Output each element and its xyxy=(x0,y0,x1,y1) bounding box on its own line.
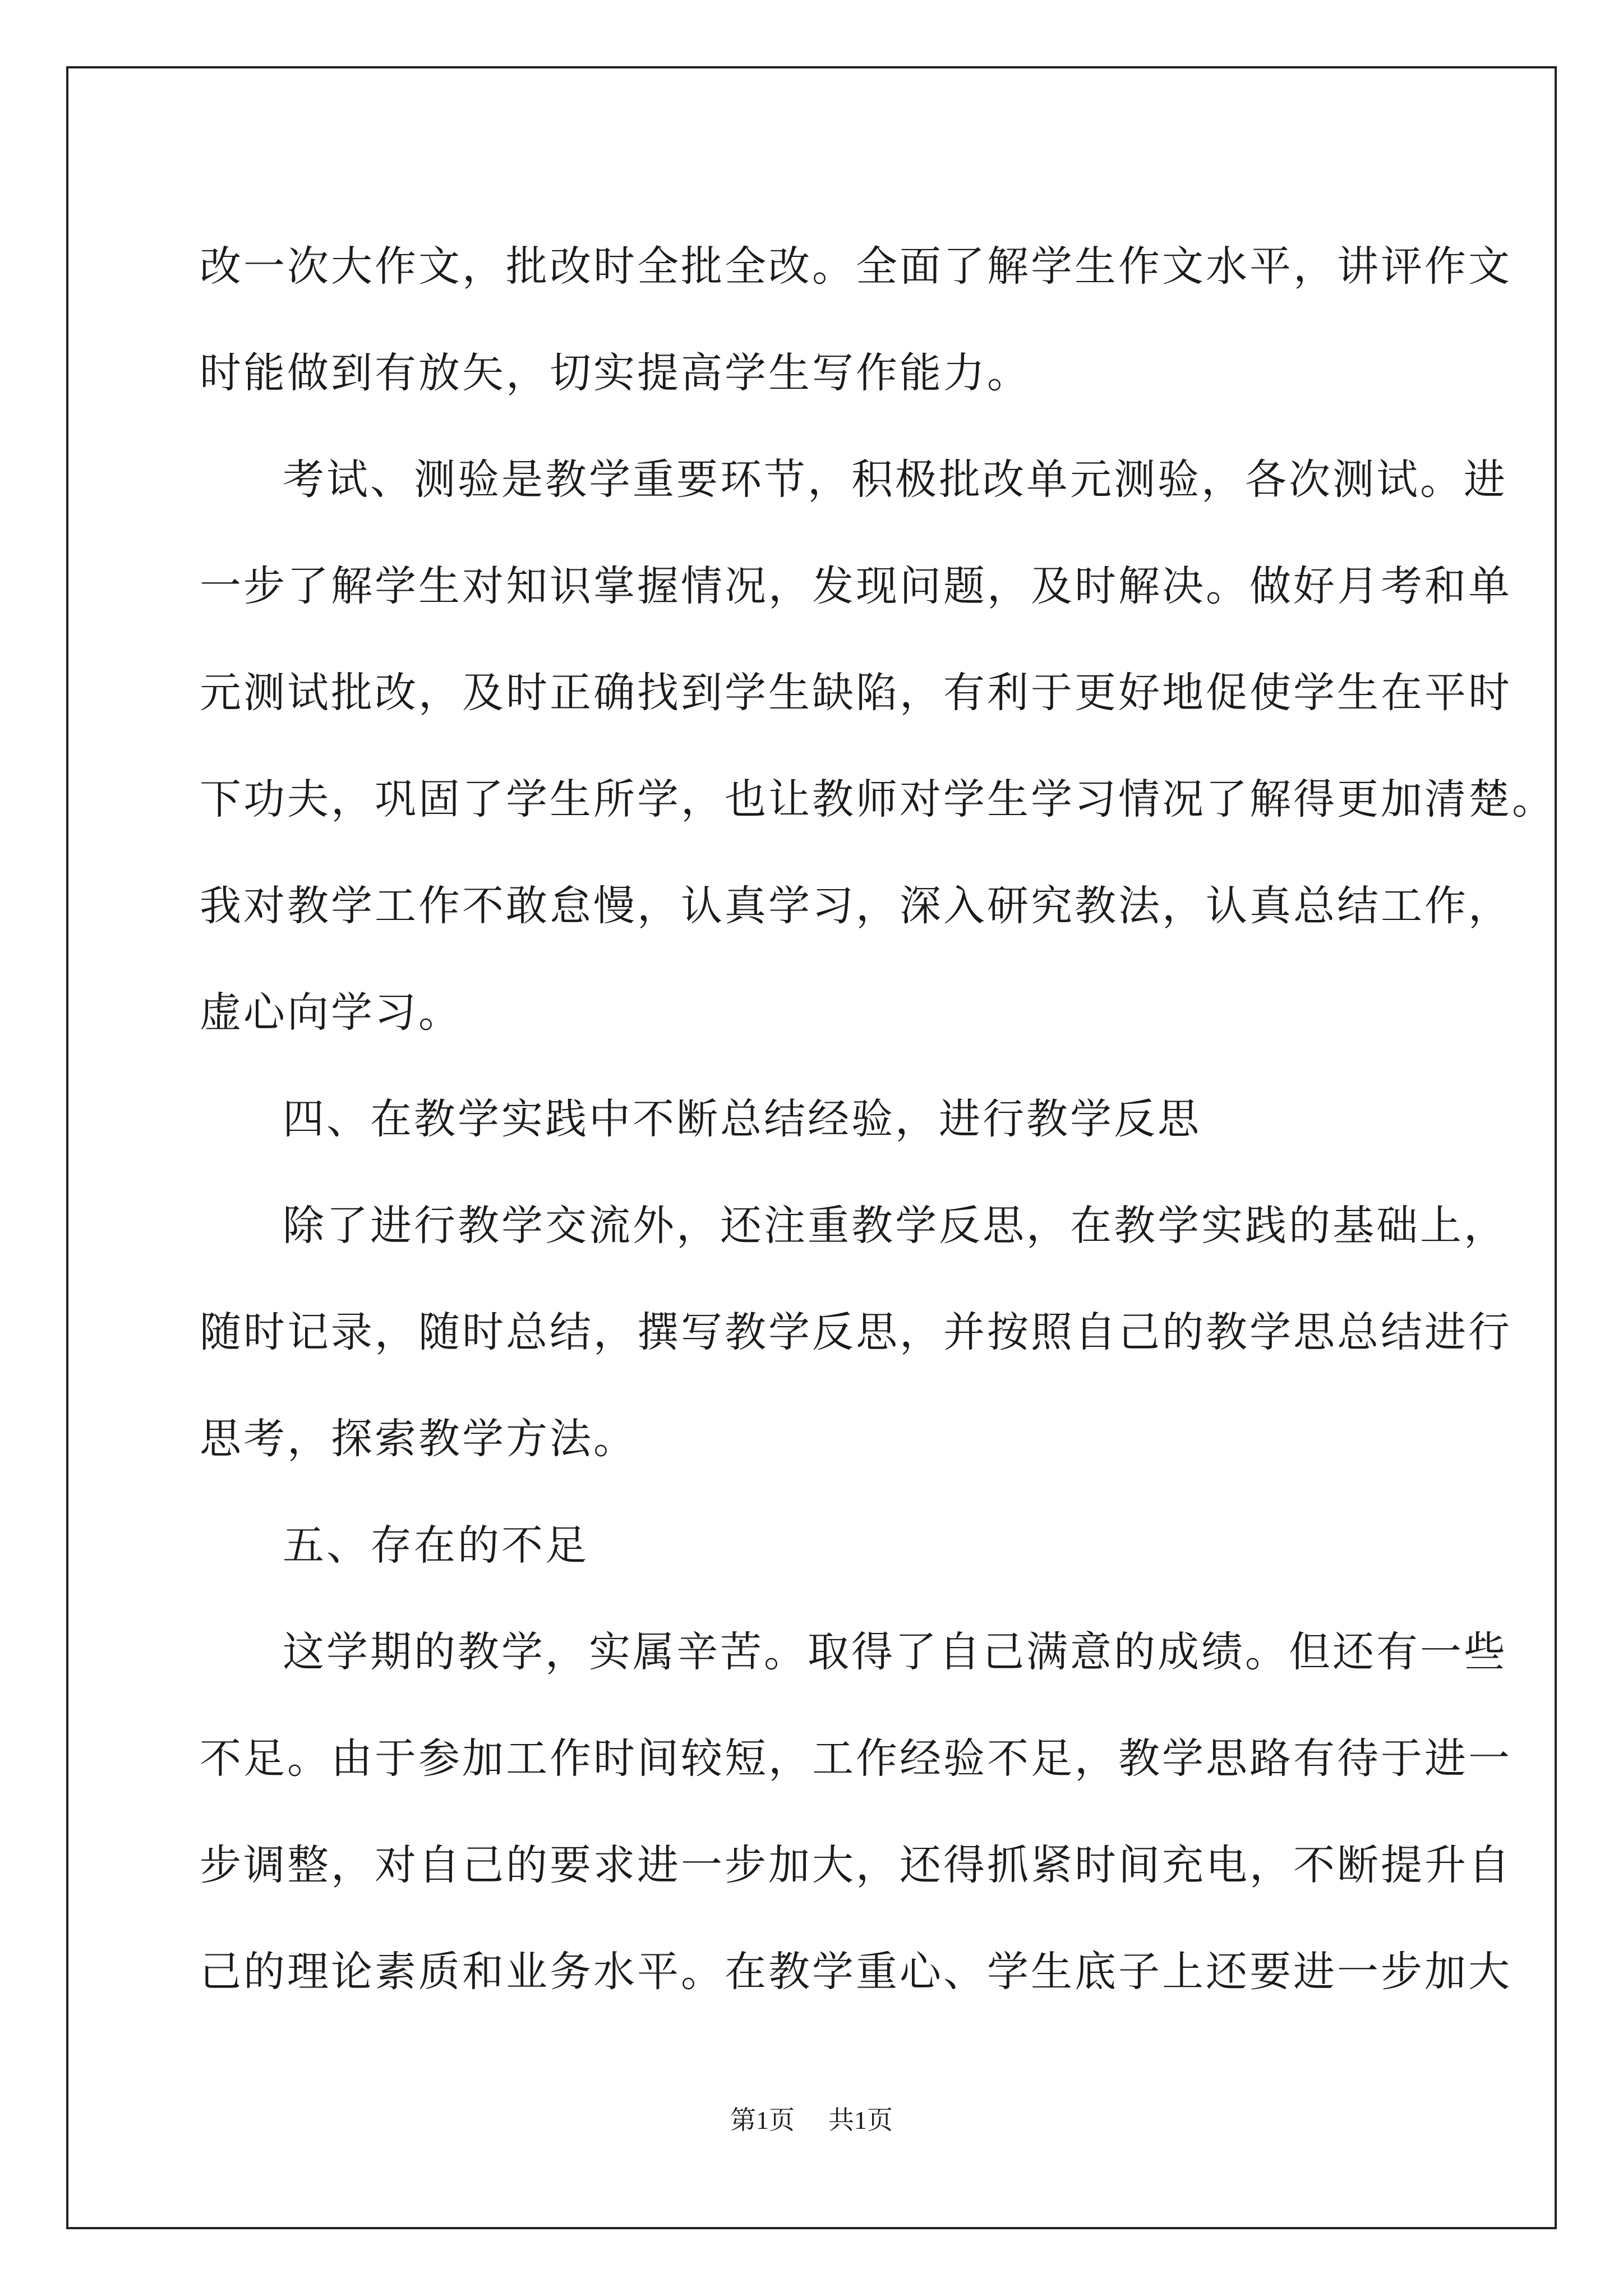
text-line: 我对教学工作不敢怠慢，认真学习，深入研究教法，认真总结工作， xyxy=(200,882,1512,930)
text-line: 不足。由于参加工作时间较短，工作经验不足，教学思路有待于进一 xyxy=(200,1734,1512,1783)
section-heading-5: 五、存在的不足 xyxy=(283,1521,589,1570)
document-body xyxy=(200,213,1556,2025)
text-line: 元测试批改，及时正确找到学生缺陷，有利于更好地促使学生在平时 xyxy=(200,669,1512,717)
text-line: 改一次大作文，批改时全批全改。全面了解学生作文水平，讲评作文 xyxy=(200,242,1512,291)
text-line: 虚心向学习。 xyxy=(200,988,462,1037)
text-line: 一步了解学生对知识掌握情况，发现问题，及时解决。做好月考和单 xyxy=(200,562,1512,610)
section-heading-4: 四、在教学实践中不断总结经验，进行教学反思 xyxy=(283,1095,1201,1143)
total-page-count: 共1页 xyxy=(828,2106,893,2134)
text-line: 己的理论素质和业务水平。在教学重心、学生底子上还要进一步加大 xyxy=(200,1948,1512,1996)
current-page-number: 第1页 xyxy=(730,2106,795,2134)
page-footer xyxy=(0,2104,1623,2137)
text-line: 随时记录，随时总结，撰写教学反思，并按照自己的教学思总结进行 xyxy=(200,1308,1512,1356)
text-line: 步调整，对自己的要求进一步加大，还得抓紧时间充电，不断提升自 xyxy=(200,1841,1512,1889)
text-line: 下功夫，巩固了学生所学，也让教师对学生学习情况了解得更加清楚。 xyxy=(200,775,1556,823)
text-line: 时能做到有放矢，切实提高学生写作能力。 xyxy=(200,349,1031,397)
paragraph-first-line: 除了进行教学交流外，还注重教学反思，在教学实践的基础上， xyxy=(283,1202,1507,1250)
paragraph-first-line: 这学期的教学，实属辛苦。取得了自己满意的成绩。但还有一些 xyxy=(283,1628,1507,1676)
text-line: 思考，探索教学方法。 xyxy=(200,1415,637,1463)
paragraph-first-line: 考试、测验是教学重要环节，积极批改单元测验，各次测试。进 xyxy=(283,455,1507,504)
